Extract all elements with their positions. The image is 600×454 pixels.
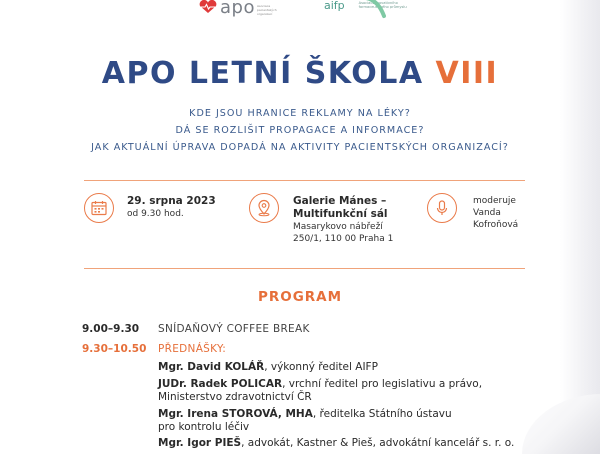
speaker-name: Mgr. David KOLÁŘ [158,361,265,373]
address-line-1: Masarykovo nábřeží [293,222,383,232]
program-event: SNÍDAŇOVÝ COFFEE BREAK [158,323,310,335]
program-title: PROGRAM [257,289,343,305]
microphone-icon [427,193,457,223]
moderator-text [473,195,543,231]
speaker [158,377,482,391]
event-time: od 9.30 hod. [127,209,184,219]
moderator-first-name: Vanda [473,208,501,218]
leaf-icon [362,0,390,20]
aifp-logo [324,0,413,12]
place-text [293,195,423,245]
moderator-label: moderuje [473,196,516,206]
heart-icon [198,0,218,14]
apo-logo-tagline: Asociace pacientských organizací [256,4,277,16]
address-line-2: 250/1, 110 00 Praha 1 [293,234,394,244]
aifp-logo-word: aifp [324,0,345,12]
title-main: APO LETNÍ ŠKOLA [101,56,424,91]
subtitle-line: KDE JSOU HRANICE REKLAMY NA LÉKY? [189,108,411,119]
divider [84,268,525,269]
program-time: 9.30–10.50 [82,343,147,355]
program-time: 9.00–9.30 [82,323,140,335]
aifp-logo-tagline: Asociace inovativního farmaceutického průmyslu [358,1,407,10]
speaker-role: , advokát, Kastner & Pieš, advokátní kancelář s. r. o. [241,437,515,449]
moderator-last-name: Kofroňová [473,220,519,230]
speaker-role-cont: Ministerstvo zdravotnictví ČR [158,391,312,403]
speaker-role-cont: pro kontrolu léčiv [158,421,250,433]
speaker-role: , ředitelka Státního ústavu [312,408,452,420]
event-date: 29. srpna 2023 [127,195,216,207]
title-roman: VIII [435,56,499,91]
divider [84,180,525,181]
speaker-name: Mgr. Irena STOROVÁ, MHA [158,408,313,420]
venue-line-1: Galerie Mánes – [293,195,387,207]
subtitle-line: JAK AKTUÁLNÍ ÚPRAVA DOPADÁ NA AKTIVITY PACIENTSKÝCH ORGANIZACÍ? [91,142,509,153]
speaker [158,360,378,374]
subtitle [0,105,600,156]
speaker [158,436,514,450]
speaker [158,407,452,421]
subtitle-line: DÁ SE ROZLIŠIT PROPAGACE A INFORMACE? [175,125,425,136]
location-pin-icon [249,193,279,223]
apo-logo-word: apo [220,0,255,18]
program-event: PŘEDNÁŠKY: [158,343,227,355]
speaker-role: , výkonný ředitel AIFP [264,361,378,373]
venue-line-2: Multifunkční sál [293,208,388,220]
apo-logo [198,0,279,16]
page-curl [522,394,600,454]
logos [0,0,600,26]
date-text [127,195,216,220]
page-title [0,56,600,91]
speaker-name: JUDr. Radek POLICAR [158,378,283,390]
calendar-icon [84,193,114,223]
speaker-role: , vrchní ředitel pro legislativu a právo, [282,378,483,390]
speaker-name: Mgr. Igor PIEŠ [158,437,242,449]
